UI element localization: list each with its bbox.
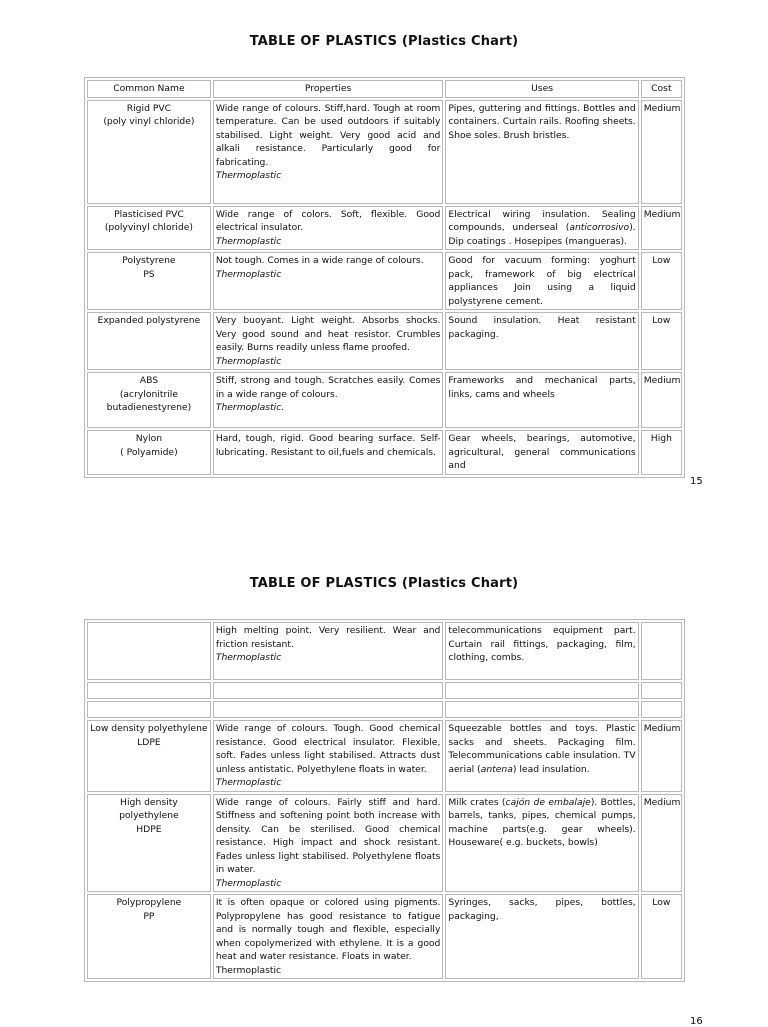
common-name-cell: Expanded polystyrene (87, 312, 211, 370)
thermoplastic-label: Thermoplastic (215, 170, 282, 181)
cost-cell: Medium (641, 372, 682, 428)
table-row (87, 252, 682, 310)
header-cost: Cost (641, 80, 682, 98)
thermoplastic-label: Thermoplastic (215, 877, 282, 889)
table-row (87, 720, 682, 792)
common-name-cell: Plasticised PVC (polyvinyl chloride) (87, 206, 211, 251)
common-name-cell (87, 622, 211, 680)
page-number: 15 (690, 476, 703, 487)
properties-cell: Wide range of colors. Soft, flexible. Good electrical insulator. Thermoplastic (213, 206, 444, 251)
table-row (87, 894, 682, 979)
cost-cell (641, 622, 682, 680)
properties-cell: Wide range of colours. Tough. Good chemical resistance. Good electrical insulator. Flexible, soft. Fades unless light stabilised. Attracts dust unless antistatic. Polyethylene floats in water. Thermoplastic (213, 720, 444, 792)
table-row (87, 100, 682, 204)
properties-cell: Not tough. Comes in a wide range of colours. Thermoplastic (213, 252, 444, 310)
common-name-cell: Polypropylene PP (87, 894, 211, 979)
uses-cell: Electrical wiring insulation. Sealing compounds, underseal (anticorrosivo). Dip coatings . Hosepipes (mangueras). (445, 206, 638, 251)
plastics-table-continued (84, 619, 685, 982)
common-name-cell: ABS (acrylonitrile butadienestyrene) (87, 372, 211, 428)
uses-cell: Gear wheels, bearings, automotive, agricultural, general communications and (445, 430, 638, 475)
thermoplastic-label: Thermoplastic (215, 355, 282, 367)
common-name-cell: Nylon ( Polyamide) (87, 430, 211, 475)
cost-cell: Low (641, 312, 682, 370)
uses-cell: Milk crates (cajón de embalaje). Bottles, barrels, tanks, pipes, chemical pumps, machine parts(e.g. gear wheels). Houseware( e.g. buckets, bowls) (445, 794, 638, 893)
table-row (87, 622, 682, 680)
header-properties: Properties (213, 80, 444, 98)
cost-cell: Medium (641, 794, 682, 893)
uses-cell: Sound insulation. Heat resistant packaging. (445, 312, 638, 370)
uses-cell: Pipes, guttering and fittings. Bottles and containers. Curtain rails. Roofing sheets. Shoe soles. Brush bristles. (445, 100, 638, 204)
common-name-cell: Rigid PVC (poly vinyl chloride) (87, 100, 211, 204)
page-title: TABLE OF PLASTICS (Plastics Chart) (249, 576, 519, 591)
common-name-cell: High density polyethylene HDPE (87, 794, 211, 893)
empty-row (87, 682, 682, 699)
cost-cell: Medium (641, 100, 682, 204)
header-common-name: Common Name (87, 80, 211, 98)
table-row (87, 794, 682, 893)
properties-cell: Wide range of colours. Stiff,hard. Tough at room temperature. Can be used outdoors if suitably stabilised. Light weight. Very good acid and alkali resistance. Particularly good for fabricating. Thermoplastic (213, 100, 444, 204)
thermoplastic-label: Thermoplastic (215, 964, 282, 976)
table-header-row (87, 80, 682, 98)
cost-cell: Low (641, 252, 682, 310)
page-number: 16 (690, 1016, 703, 1027)
uses-cell: Frameworks and mechanical parts, links, cams and wheels (445, 372, 638, 428)
cost-cell: Low (641, 894, 682, 979)
properties-cell: High melting point. Very resilient. Wear and friction resistant. Thermoplastic (213, 622, 444, 680)
cost-cell: Medium (641, 206, 682, 251)
properties-cell: Hard, tough, rigid. Good bearing surface. Self-lubricating. Resistant to oil,fuels and chemicals. (213, 430, 444, 475)
properties-cell: Stiff, strong and tough. Scratches easily. Comes in a wide range of colours. Thermoplastic. (213, 372, 444, 428)
plastics-table (84, 77, 685, 478)
table-row (87, 206, 682, 251)
thermoplastic-label: Thermoplastic. (215, 402, 285, 413)
properties-cell: It is often opaque or colored using pigments. Polypropylene has good resistance to fatigue and is normally tough and flexible, especially when copolymerized with ethylene. It is a good heat and water resistance. Floats in water. Thermoplastic (213, 894, 444, 979)
properties-cell: Wide range of colours. Fairly stiff and hard. Stiffness and softening point both increase with density. Can be sterilised. Good chemical resistance. High impact and shock resistant. Fades unless light stabilised. Polyethylene floats in water. Thermoplastic (213, 794, 444, 893)
thermoplastic-label: Thermoplastic (215, 268, 282, 280)
uses-cell: telecommunications equipment part. Curtain rail fittings, packaging, film, clothing, combs. (445, 622, 638, 680)
table-row (87, 372, 682, 428)
common-name-cell: Polystyrene PS (87, 252, 211, 310)
properties-cell: Very buoyant. Light weight. Absorbs shocks. Very good sound and heat resistor. Crumbles easily. Burns readily unless flame proofed. Thermoplastic (213, 312, 444, 370)
thermoplastic-label: Thermoplastic (215, 235, 282, 247)
header-uses: Uses (445, 80, 638, 98)
cost-cell: High (641, 430, 682, 475)
table-row (87, 312, 682, 370)
page-title: TABLE OF PLASTICS (Plastics Chart) (249, 34, 519, 49)
uses-cell: Good for vacuum forming: yoghurt pack, framework of big electrical appliances Join using a liquid polystyrene cement. (445, 252, 638, 310)
empty-row (87, 701, 682, 718)
common-name-cell: Low density polyethylene LDPE (87, 720, 211, 792)
thermoplastic-label: Thermoplastic (215, 777, 282, 788)
cost-cell: Medium (641, 720, 682, 792)
uses-cell: Syringes, sacks, pipes, bottles, packaging, (445, 894, 638, 979)
table-row (87, 430, 682, 475)
thermoplastic-label: Thermoplastic (215, 652, 282, 663)
uses-cell: Squeezable bottles and toys. Plastic sacks and sheets. Packaging film. Telecommunications cable insulation. TV aerial (antena) lead insulation. (445, 720, 638, 792)
